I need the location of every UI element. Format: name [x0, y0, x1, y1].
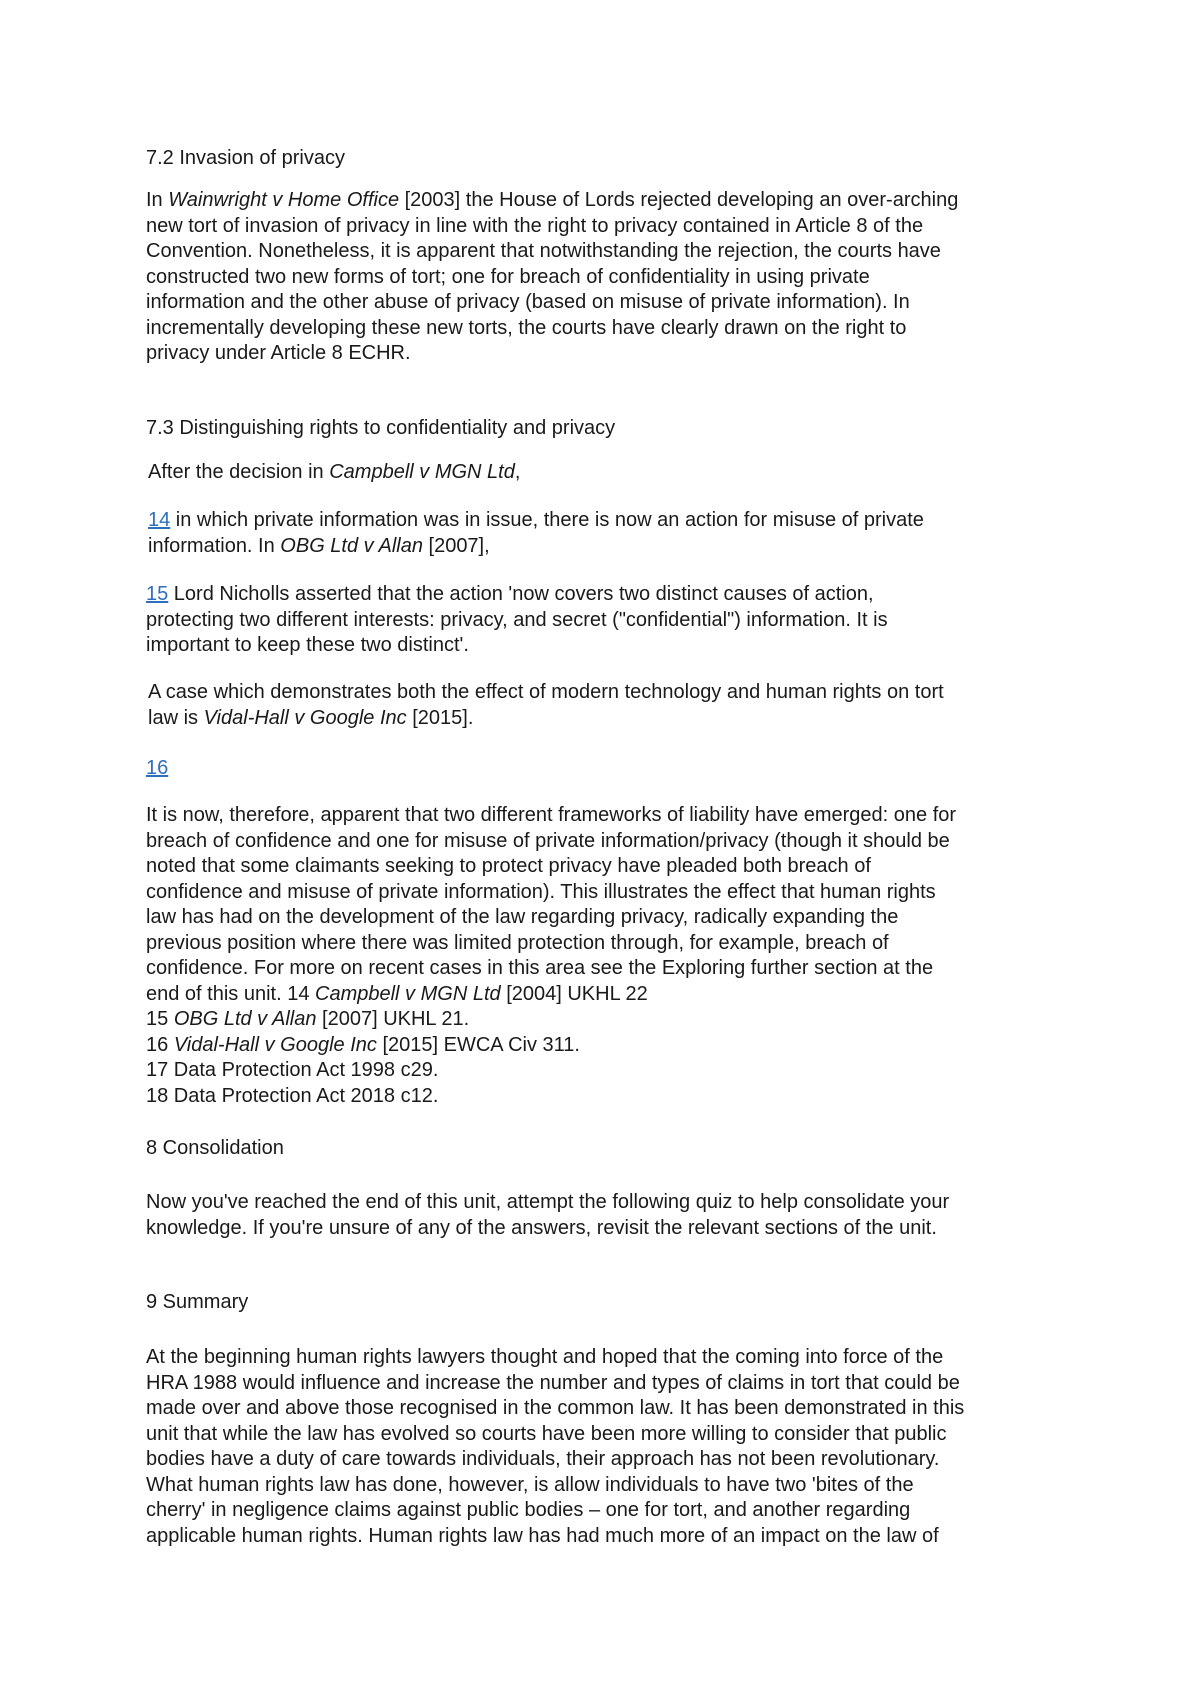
paragraph-vidal-hall [146, 680, 1068, 731]
case-name: Vidal-Hall v Google Inc [203, 706, 407, 729]
case-name: Campbell v MGN Ltd [315, 982, 501, 1005]
paragraph-summary [146, 1345, 1066, 1549]
text-line: A case which demonstrates both the effect of modern technology and human rights on tort [148, 681, 944, 703]
case-name: Wainwright v Home Office [168, 189, 400, 211]
footnote-line: 17 Data Protection Act 1998 c29. [146, 1059, 439, 1081]
paragraph-footnote-14 [146, 508, 1066, 559]
text-line: end of this unit. 14 Campbell v MGN Ltd [2004] UKHL 22 [146, 982, 648, 1005]
text-line: breach of confidence and one for misuse of private information/privacy (though it should be [146, 829, 950, 852]
section-heading-9: 9 Summary [146, 1291, 249, 1313]
paragraph-campbell [146, 460, 1068, 486]
text-line: 15 Lord Nicholls asserted that the action 'now covers two distinct causes of action, [146, 583, 874, 605]
section-heading-7-3: 7.3 Distinguishing rights to confidentiality and privacy [146, 417, 616, 439]
footnote-line: 15 OBG Ltd v Allan [2007] UKHL 21. [146, 1008, 470, 1030]
text-line: HRA 1988 would influence and increase the number and types of claims in tort that could be [146, 1371, 960, 1394]
case-name: Vidal-Hall v Google Inc [173, 1033, 377, 1056]
footnote-line: 16 Vidal-Hall v Google Inc [2015] EWCA Civ 311. [146, 1033, 580, 1056]
text-line [146, 756, 1066, 782]
text-line: In Wainwright v Home Office [2003] the House of Lords rejected developing an over-arching [146, 189, 959, 211]
text-line: bodies have a duty of care towards individuals, their approach has not been revolutionary. [146, 1448, 940, 1470]
footnote-line: 18 Data Protection Act 2018 c12. [146, 1084, 439, 1107]
text-line: incrementally developing these new torts, the courts have clearly drawn on the right to [146, 316, 907, 339]
text-line: information. In OBG Ltd v Allan [2007], [148, 534, 490, 557]
paragraph-invasion-of-privacy [146, 188, 1066, 367]
text-line: privacy under Article 8 ECHR. [146, 342, 411, 364]
case-name: Campbell v MGN Ltd [329, 461, 515, 483]
text-line: What human rights law has done, however, is allow individuals to have two 'bites of the [146, 1473, 914, 1496]
text-line: confidence. For more on recent cases in this area see the Exploring further section at the [146, 957, 934, 979]
text-line: After the decision in Campbell v MGN Ltd, [148, 461, 521, 483]
text-line: knowledge. If you're unsure of any of the answers, revisit the relevant sections of the unit. [146, 1216, 937, 1239]
text-line: Convention. Nonetheless, it is apparent that notwithstanding the rejection, the courts have [146, 240, 941, 262]
text-line: new tort of invasion of privacy in line with the right to privacy contained in Article 8 of the [146, 214, 924, 237]
text-line: important to keep these two distinct'. [146, 634, 469, 656]
paragraph-footnote-16 [146, 756, 1066, 782]
text-line: At the beginning human rights lawyers thought and hoped that the coming into force of the [146, 1346, 944, 1368]
text-line: applicable human rights. Human rights law has had much more of an impact on the law of [146, 1524, 939, 1547]
paragraph-footnote-15 [146, 582, 1066, 659]
text-line: confidence and misuse of private information). This illustrates the effect that human rights [146, 880, 936, 903]
paragraph-consolidation [146, 1190, 1066, 1241]
case-name: OBG Ltd v Allan [280, 534, 423, 557]
text-line: protecting two different interests: privacy, and secret ("confidential") information. It is [146, 608, 888, 631]
text-line: law is Vidal-Hall v Google Inc [2015]. [148, 706, 474, 729]
footnote-link-15[interactable]: 15 [146, 583, 169, 605]
text-line: 14 in which private information was in issue, there is now an action for misuse of private [148, 509, 924, 531]
footnote-link-14[interactable]: 14 [148, 509, 171, 531]
text-line: previous position where there was limited protection through, for example, breach of [146, 931, 889, 954]
text-line: constructed two new forms of tort; one for breach of confidentiality in using private [146, 265, 870, 288]
text-line: information and the other abuse of privacy (based on misuse of private information). In [146, 291, 910, 313]
text-line: cherry' in negligence claims against public bodies – one for tort, and another regarding [146, 1499, 911, 1521]
text-line: unit that while the law has evolved so courts have been more willing to consider that public [146, 1422, 947, 1445]
text-line: It is now, therefore, apparent that two different frameworks of liability have emerged: one for [146, 804, 957, 826]
text-line: made over and above those recognised in the common law. It has been demonstrated in this [146, 1397, 965, 1419]
section-heading-8: 8 Consolidation [146, 1137, 284, 1159]
text-line: law has had on the development of the law regarding privacy, radically expanding the [146, 906, 899, 928]
text-line: noted that some claimants seeking to protect privacy have pleaded both breach of [146, 855, 871, 877]
section-heading-7-2: 7.2 Invasion of privacy [146, 147, 345, 169]
paragraph-frameworks [146, 803, 1066, 1109]
case-name: OBG Ltd v Allan [173, 1008, 317, 1030]
text-line: Now you've reached the end of this unit, attempt the following quiz to help consolidate your [146, 1191, 950, 1213]
footnote-link-16[interactable]: 16 [146, 757, 169, 779]
